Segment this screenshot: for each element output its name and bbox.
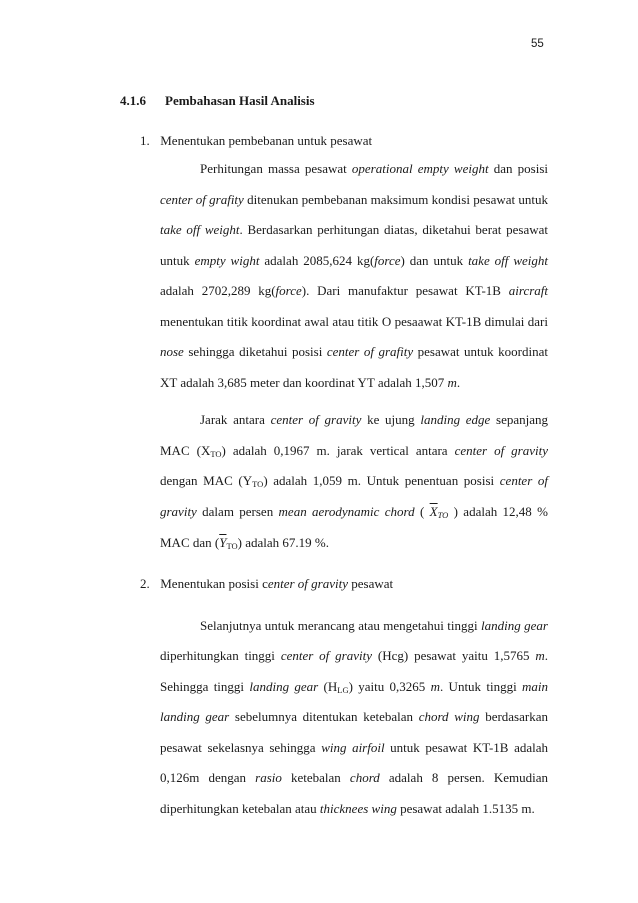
paragraph-1-line-7: nose sehingga diketahui posisi center of grafity pesawat untuk koordinat (160, 344, 548, 359)
paragraph-2-line-5: MAC dan $(\overline{Y}_{TO})$ adalah 67.19 %. (160, 535, 329, 551)
section-heading (120, 93, 315, 109)
list-item-1-title (140, 133, 372, 149)
list-item-text: Menentukan pembebanan untuk pesawat (160, 133, 373, 148)
list-item-2-title: 2. Menentukan posisi center of gravity pesawat (140, 576, 394, 591)
page-number: 55 (531, 38, 544, 50)
list-item-number: 2. (140, 576, 150, 591)
paragraph-2-line-2: MAC $(X_{TO})$ adalah 0,1967 m. jarak vertical antara center of gravity (160, 443, 549, 459)
section-number: 4.1.6 (120, 93, 146, 108)
paragraph-3-line-2: diperhitungkan tinggi center of gravity (Hcg) pesawat yaitu 1,5765 m. (160, 648, 548, 663)
paragraph-1-line-4: untuk empty wight adalah 2085,624 kg(force) dan untuk take off weight (160, 253, 548, 268)
paragraph-3-line-6: 0,126m dengan rasio ketebalan chord adalah 8 persen. Kemudian (160, 770, 548, 785)
paragraph-3-line-4: landing gear sebelumnya ditentukan ketebalan chord wing berdasarkan (160, 709, 548, 724)
paragraph-1-line-6: menentukan titik koordinat awal atau titik O pesaawat KT-1B dimulai dari (160, 314, 548, 329)
paragraph-3-line-5: pesawat sekelasnya sehingga wing airfoil untuk pesawat KT-1B adalah (160, 740, 548, 755)
paragraph-2-line-1: Jarak antara center of gravity ke ujung landing edge sepanjang (200, 412, 549, 427)
x-bar-symbol: $\overline{X}$ (429, 504, 438, 519)
paragraph-2-line-3: dengan MAC $(Y_{TO})$ adalah 1,059 m. Untuk penentuan posisi center of (160, 473, 548, 489)
paragraph-3-line-1: Selanjutnya untuk merancang atau mengetahui tinggi landing gear (200, 618, 548, 633)
section-title: Pembahasan Hasil Analisis (165, 93, 315, 108)
paragraph-2-line-4: gravity dalam persen mean aerodynamic chord ( $\overline{X}_{TO}$ ) adalah 12,48 % (160, 504, 548, 520)
paragraph-1-line-5: adalah 2702,289 kg(force). Dari manufaktur pesawat KT-1B aircraft (160, 283, 548, 298)
y-bar-symbol: $\overline{Y}$ (219, 535, 227, 550)
paragraph-3-line-7: diperhitungkan ketebalan atau thicknees wing pesawat adalah 1.5135 m. (160, 801, 535, 816)
list-item-number: 1. (140, 133, 150, 148)
paragraph-1-line-1: Perhitungan massa pesawat operational empty weight dan posisi (200, 161, 548, 176)
paragraph-1-line-8: XT adalah 3,685 meter dan koordinat YT adalah 1,507 m. (160, 375, 461, 390)
paragraph-1-line-2: center of grafity ditenukan pembebanan maksimum kondisi pesawat untuk (160, 192, 548, 207)
paragraph-1-line-3: take off weight. Berdasarkan perhitungan diatas, diketahui berat pesawat (160, 222, 549, 237)
paragraph-3-line-3: Sehingga tinggi landing gear $(H_{LG})$ yaitu 0,3265 m. Untuk tinggi main (160, 679, 549, 695)
